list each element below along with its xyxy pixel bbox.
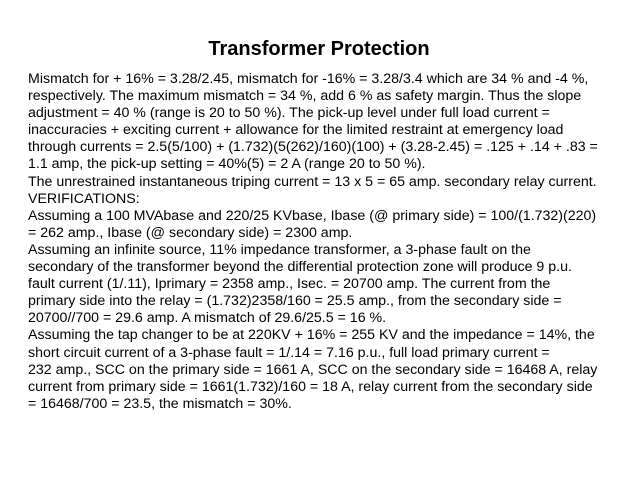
body-line: through currents = 2.5(5/100) + (1.732)(5(262)/160)(100) + (3.28-2.45) = .125 + .14 + .83 = bbox=[28, 139, 598, 156]
body-line: Assuming an infinite source, 11% impedance transformer, a 3-phase fault on the bbox=[28, 241, 531, 258]
body-line: short circuit current of a 3-phase fault = 1/.14 = 7.16 p.u., full load primary current = bbox=[28, 344, 550, 361]
body-line: Assuming a 100 MVAbase and 220/25 KVbase, Ibase (@ primary side) = 100/(1.732)(220) bbox=[28, 207, 597, 224]
body-line: current from primary side = 1661(1.732)/160 = 18 A, relay current from the secondary side bbox=[28, 378, 593, 395]
body-line: fault current (1/.11), Iprimary = 2358 amp., Isec. = 20700 amp. The current from the bbox=[28, 276, 551, 293]
slide-title: Transformer Protection bbox=[208, 38, 430, 60]
body-line: 1.1 amp, the pick-up setting = 40%(5) = 2 A (range 20 to 50 %). bbox=[28, 156, 426, 173]
body-line: 232 amp., SCC on the primary side = 1661 A, SCC on the secondary side = 16468 A, relay bbox=[28, 361, 598, 378]
body-line: secondary of the transformer beyond the differential protection zone will produce 9 p.u. bbox=[28, 259, 572, 276]
body-line: VERIFICATIONS: bbox=[28, 190, 140, 207]
body-line: = 16468/700 = 23.5, the mismatch = 30%. bbox=[28, 395, 292, 412]
body-line: adjustment = 40 % (range is 20 to 50 %). The pick-up level under full load current = bbox=[28, 105, 550, 122]
body-line: primary side into the relay = (1.732)2358/160 = 25.5 amp., from the secondary side = bbox=[28, 293, 562, 310]
body-line: respectively. The maximum mismatch = 34 %, add 6 % as safety margin. Thus the slope bbox=[28, 88, 582, 105]
body-line: Mismatch for + 16% = 3.28/2.45, mismatch for -16% = 3.28/3.4 which are 34 % and -4 %, bbox=[28, 71, 589, 87]
body-line: The unrestrained instantaneous triping current = 13 x 5 = 65 amp. secondary relay current. bbox=[28, 173, 597, 190]
slide-body-text bbox=[28, 71, 618, 413]
body-line: = 262 amp., Ibase (@ secondary side) = 2300 amp. bbox=[28, 224, 353, 241]
body-line: 20700//700 = 29.6 amp. A mismatch of 29.6/25.5 = 16 %. bbox=[28, 310, 387, 327]
body-line: inaccuracies + exciting current + allowance for the limited restraint at emergency load bbox=[28, 122, 564, 139]
body-line: Assuming the tap changer to be at 220KV + 16% = 255 KV and the impedance = 14%, the bbox=[28, 327, 595, 344]
